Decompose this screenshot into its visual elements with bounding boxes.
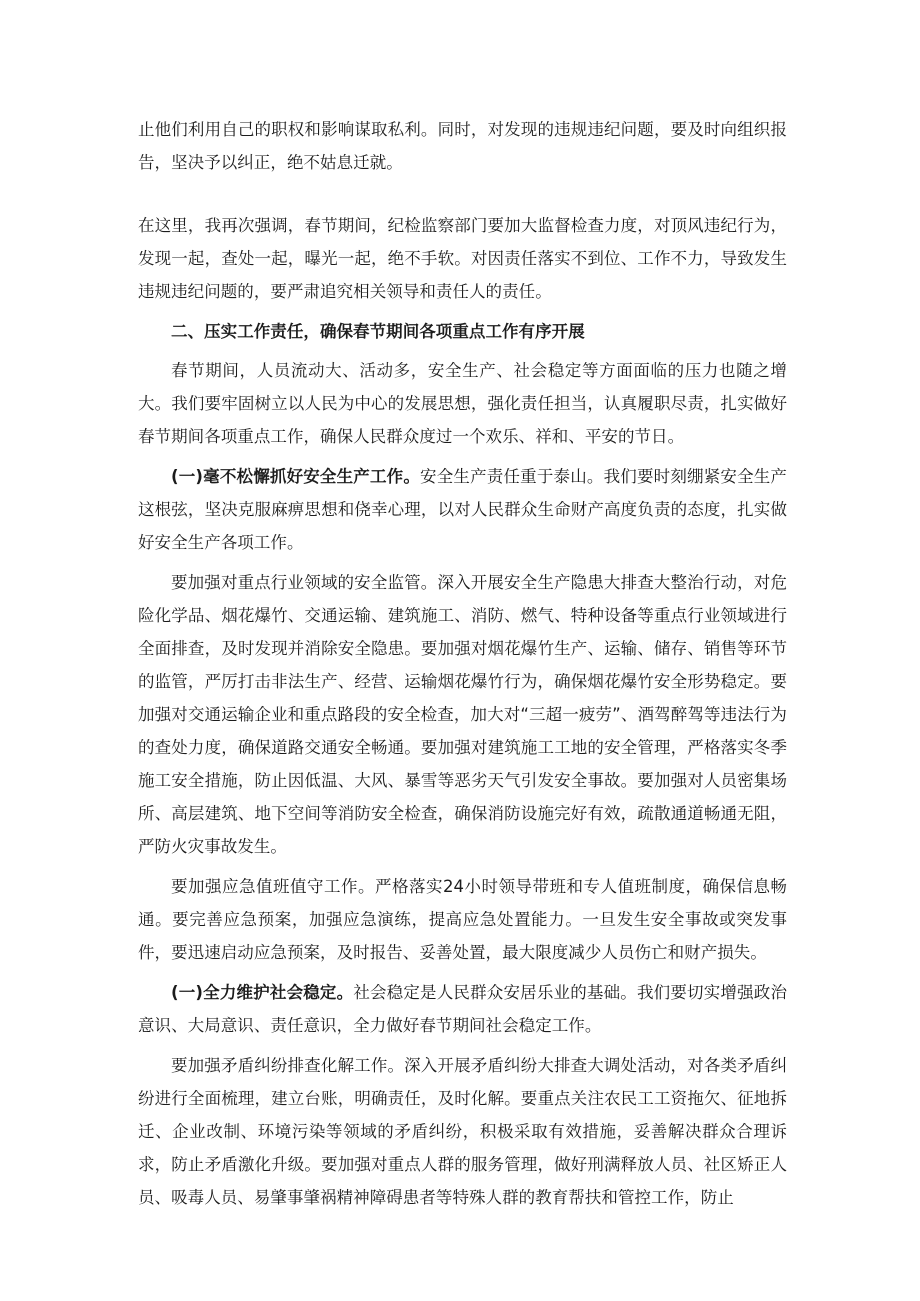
paragraph-safety-production-text: 安全生产责任重于泰山。我们要时刻绷紧安全生产这根弦，坚决克服麻痹思想和侥幸心理，以对人民群众生命财产高度负责的态度，扎实做好安全生产各项工作。: [138, 467, 787, 552]
paragraph-dispute-resolution: 要加强矛盾纠纷排查化解工作。深入开展矛盾纠纷大排查大调处活动，对各类矛盾纠纷进行全面梳理，建立台账，明确责任，及时化解。要重点关注农民工工资拖欠、征地拆迁、企业改制、环境污染等领域的矛盾纠纷，积极采取有效措施，妥善解决群众合理诉求，防止矛盾激化升级。要加强对重点人群的服务管理，做好刑满释放人员、社区矫正人员、吸毒人员、易肇事肇祸精神障碍患者等特殊人群的教育帮扶和管控工作，防止: [138, 1056, 787, 1207]
subheading-social-stability: (一)全力维护社会稳定。: [171, 983, 354, 1002]
paragraph-social-stability: [138, 976, 787, 1042]
section-heading-2: 二、压实工作责任，确保春节期间各项重点工作有序开展: [171, 322, 585, 341]
document-body: [138, 113, 787, 1221]
paragraph-section-intro: 春节期间，人员流动大、活动多，安全生产、社会稳定等方面面临的压力也随之增大。我们要牢固树立以人民为中心的发展思想，强化责任担当，认真履职尽责，扎实做好春节期间各项重点工作，确保人民群众度过一个欢乐、祥和、平安的节日。: [138, 361, 787, 446]
paragraph-emergency-duty: 要加强应急值班值守工作。严格落实24小时领导带班和专人值班制度，确保信息畅通。要完善应急预案，加强应急演练，提高应急处置能力。一旦发生安全事故或突发事件，要迅速启动应急预案，及时报告、妥善处置，最大限度减少人员伤亡和财产损失。: [138, 877, 787, 962]
paragraph-emphasis: 在这里，我再次强调，春节期间，纪检监察部门要加大监督检查力度，对顶风违纪行为，发现一起，查处一起，曝光一起，绝不手软。对因责任落实不到位、工作不力，导致发生违规违纪问题的，要严肃追究相关领导和责任人的责任。: [138, 216, 787, 301]
paragraph-safety-production: [138, 460, 787, 559]
paragraph-key-industries: 要加强对重点行业领域的安全监管。深入开展安全生产隐患大排查大整治行动，对危险化学品、烟花爆竹、交通运输、建筑施工、消防、燃气、特种设备等重点行业领域进行全面排查，及时发现并消除安全隐患。要加强对烟花爆竹生产、运输、储存、销售等环节的监管，严厉打击非法生产、经营、运输烟花爆竹行为，确保烟花爆竹安全形势稳定。要加强对交通运输企业和重点路段的安全检查，加大对“三超一疲劳”、酒驾醉驾等违法行为的查处力度，确保道路交通安全畅通。要加强对建筑施工工地的安全管理，严格落实冬季施工安全措施，防止因低温、大风、暴雪等恶劣天气引发安全事故。要加强对人员密集场所、高层建筑、地下空间等消防安全检查，确保消防设施完好有效，疏散通道畅通无阻，严防火灾事故发生。: [138, 573, 787, 856]
subheading-safety-production: (一)毫不松懈抓好安全生产工作。: [171, 467, 421, 486]
paragraph-continuation: 止他们利用自己的职权和影响谋取私利。同时，对发现的违规违纪问题，要及时向组织报告，坚决予以纠正，绝不姑息迁就。: [138, 120, 787, 172]
paragraph-social-stability-text: 社会稳定是人民群众安居乐业的基础。我们要切实增强政治意识、大局意识、责任意识，全力做好春节期间社会稳定工作。: [138, 983, 787, 1035]
